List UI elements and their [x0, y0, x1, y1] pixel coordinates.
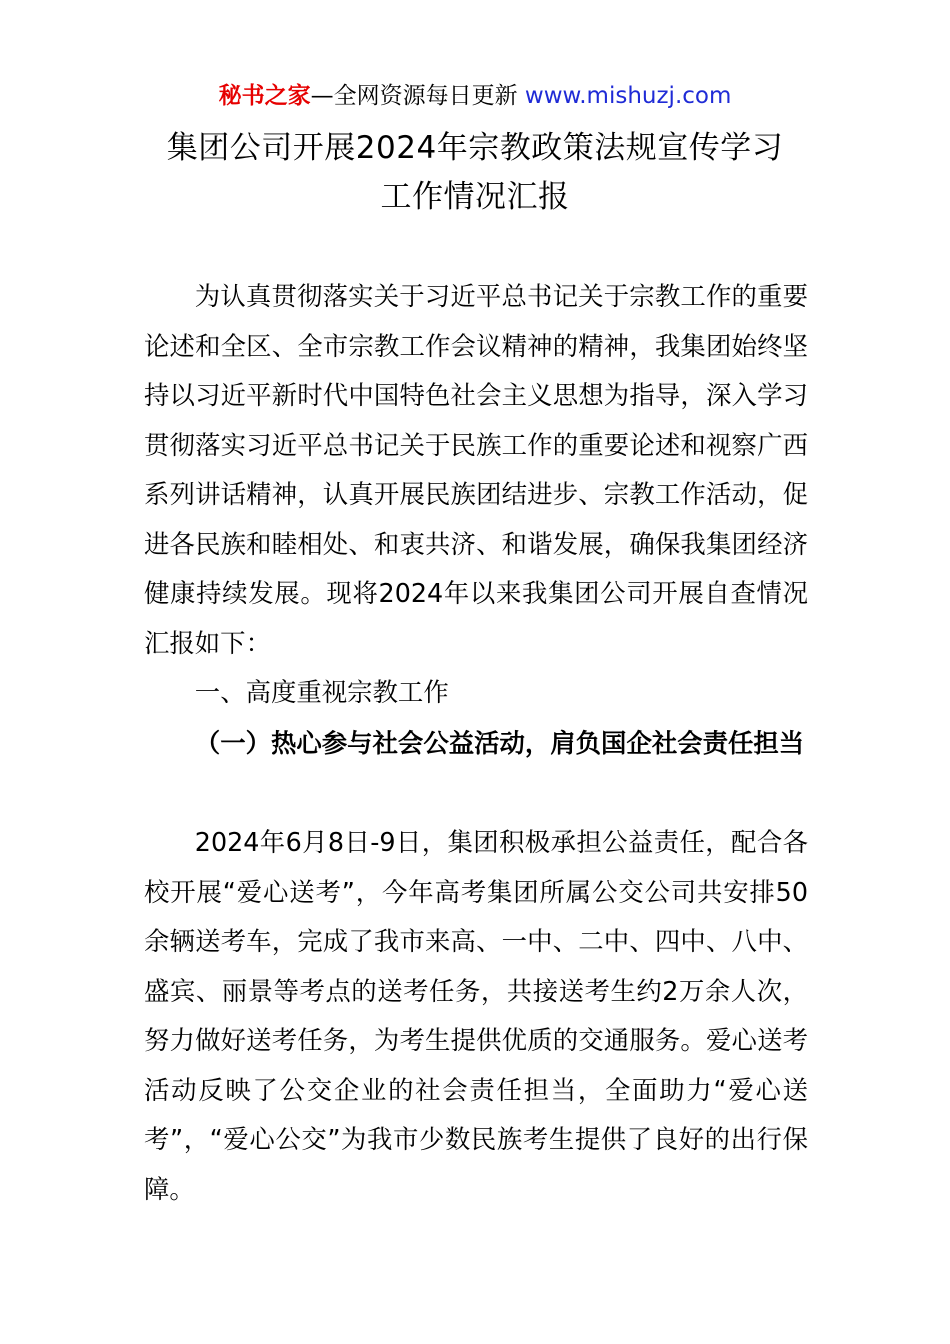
body-paragraph-2: 2024年6月8日-9日，集团积极承担公益责任，配合各校开展“爱心送考”，今年高考集团所属公交公司共安排50余辆送考车，完成了我市来高、一中、二中、四中、八中、盛宾、丽景等考点的送考任务，共接送考生约2万余人次，努力做好送考任务，为考生提供优质的交通服务。爱心送考活动反映了公交企业的社会责任担当，全面助力“爱心送考”，“爱心公交”为我市少数民族考生提供了良好的出行保障。 [144, 827, 808, 1204]
subsection-heading-1: （一）热心参与社会公益活动，肩负国企社会责任担当 [194, 728, 805, 758]
brand-name: 秘书之家 [218, 83, 311, 109]
section-heading-1: 一、高度重视宗教工作 [194, 677, 449, 707]
intro-paragraph: 为认真贯彻落实关于习近平总书记关于宗教工作的重要论述和全区、全市宗教工作会议精神的精神，我集团始终坚持以习近平新时代中国特色社会主义思想为指导，深入学习贯彻落实习近平总书记关于民族工作的重要论述和视察广西系列讲话精神，认真开展民族团结进步、宗教工作活动，促进各民族和睦相处、和衷共济、和谐发展，确保我集团经济健康持续发展。现将2024年以来我集团公司开展自查情况汇报如下： [144, 281, 808, 658]
site-url-link[interactable]: www.mishuzj.com [524, 83, 732, 109]
document-title-line-2: 工作情况汇报 [380, 179, 570, 215]
document-title-line-1: 集团公司开展2024年宗教政策法规宣传学习 [166, 130, 784, 166]
site-header [0, 80, 950, 112]
site-tagline: —全网资源每日更新 [310, 83, 525, 109]
